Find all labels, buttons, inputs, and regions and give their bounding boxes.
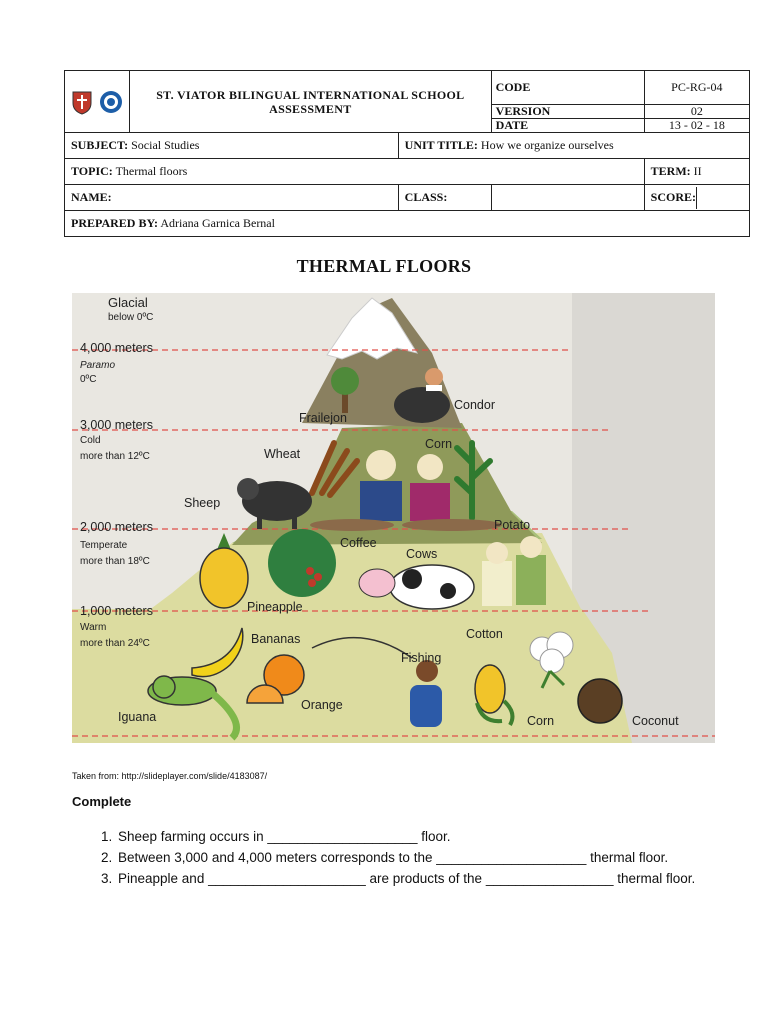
logos-cell [65, 71, 130, 133]
paramo-label: Paramo [80, 360, 116, 371]
pineapple-label: Pineapple [247, 600, 303, 614]
altitude-1000-label: 1,000 meters [80, 604, 153, 618]
cows-label: Cows [406, 547, 438, 561]
score-label: SCORE: [650, 190, 696, 204]
cotton-label: Cotton [466, 627, 503, 641]
coffee-label: Coffee [340, 536, 377, 550]
ib-logo-icon [98, 89, 124, 115]
question-list [72, 826, 756, 889]
potato-label: Potato [494, 518, 531, 532]
name-label: NAME: [71, 190, 112, 204]
class-label-cell [398, 185, 491, 211]
coconut-icon [578, 679, 622, 723]
date-label: DATE [491, 119, 644, 133]
thermal-floors-figure [72, 293, 715, 743]
score-field[interactable] [696, 187, 749, 209]
code-label: CODE [491, 71, 644, 105]
header-table [64, 70, 750, 237]
question-item: 1. Sheep farming occurs in ____________________ floor. [116, 826, 756, 847]
fishing-label: Fishing [401, 651, 442, 665]
version-value: 02 [644, 105, 749, 119]
version-label: VERSION [491, 105, 644, 119]
unit-title-label: UNIT TITLE: [404, 138, 478, 152]
coffee-plant-icon [268, 529, 336, 597]
temperate-temp-label: more than 18ºC [80, 556, 150, 567]
complete-heading: Complete [72, 794, 132, 809]
cold-temp-label: more than 12ºC [80, 451, 150, 462]
glacial-temp-label: below 0ºC [108, 312, 154, 323]
warm-temp-label: more than 24ºC [80, 638, 150, 649]
corn-bottom-label: Corn [527, 714, 555, 728]
sheep-label: Sheep [184, 496, 221, 510]
question-item: 3. Pineapple and _____________________ are products of the _________________ thermal floor. [116, 868, 756, 889]
name-cell [65, 185, 399, 211]
school-name: ST. VIATOR BILINGUAL INTERNATIONAL SCHOOL [156, 87, 465, 102]
topic-cell [65, 159, 645, 185]
assessment-label: ASSESSMENT [269, 101, 352, 116]
temperate-label: Temperate [80, 540, 128, 551]
date-value: 13 - 02 - 18 [644, 119, 749, 133]
cold-label: Cold [80, 435, 101, 446]
altitude-2000-label: 2,000 meters [80, 520, 153, 534]
subject-cell [65, 133, 399, 159]
glacial-label: Glacial [108, 295, 148, 310]
altitude-4000-label: 4,000 meters [80, 341, 153, 355]
subject-label: SUBJECT: [71, 138, 129, 152]
image-source-caption: Taken from: http://slideplayer.com/slide/4183087/ [72, 771, 268, 781]
coconut-label: Coconut [632, 714, 679, 728]
altitude-3000-label: 3,000 meters [80, 418, 153, 432]
score-cell [644, 185, 749, 211]
unit-title-cell [398, 133, 749, 159]
class-label: CLASS: [404, 190, 448, 204]
prepared-by-cell [65, 211, 750, 237]
class-field[interactable] [491, 185, 644, 211]
orange-label: Orange [301, 698, 343, 712]
topic-label: TOPIC: [71, 164, 113, 178]
frailejon-label: Frailejon [299, 411, 347, 425]
topic-value: Thermal floors [115, 164, 188, 178]
bananas-label: Bananas [251, 632, 301, 646]
term-cell [644, 159, 749, 185]
page-title: THERMAL FLOORS [296, 256, 472, 276]
term-label: TERM: [650, 164, 691, 178]
school-crest-icon [70, 89, 94, 115]
iguana-label: Iguana [118, 710, 157, 724]
term-value: II [693, 164, 702, 178]
school-name-cell [130, 71, 492, 133]
warm-label: Warm [80, 622, 107, 633]
prepared-by-value: Adriana Garnica Bernal [160, 216, 275, 230]
subject-value: Social Studies [131, 138, 200, 152]
code-value: PC-RG-04 [644, 71, 749, 105]
prepared-by-label: PREPARED BY: [71, 216, 159, 230]
question-item: 2. Between 3,000 and 4,000 meters corresponds to the ____________________ thermal floor. [116, 847, 756, 868]
condor-label: Condor [454, 398, 495, 412]
unit-title-value: How we organize ourselves [480, 138, 614, 152]
wheat-label: Wheat [264, 447, 301, 461]
paramo-temp-label: 0ºC [80, 374, 97, 385]
corn-top-label: Corn [425, 437, 453, 451]
